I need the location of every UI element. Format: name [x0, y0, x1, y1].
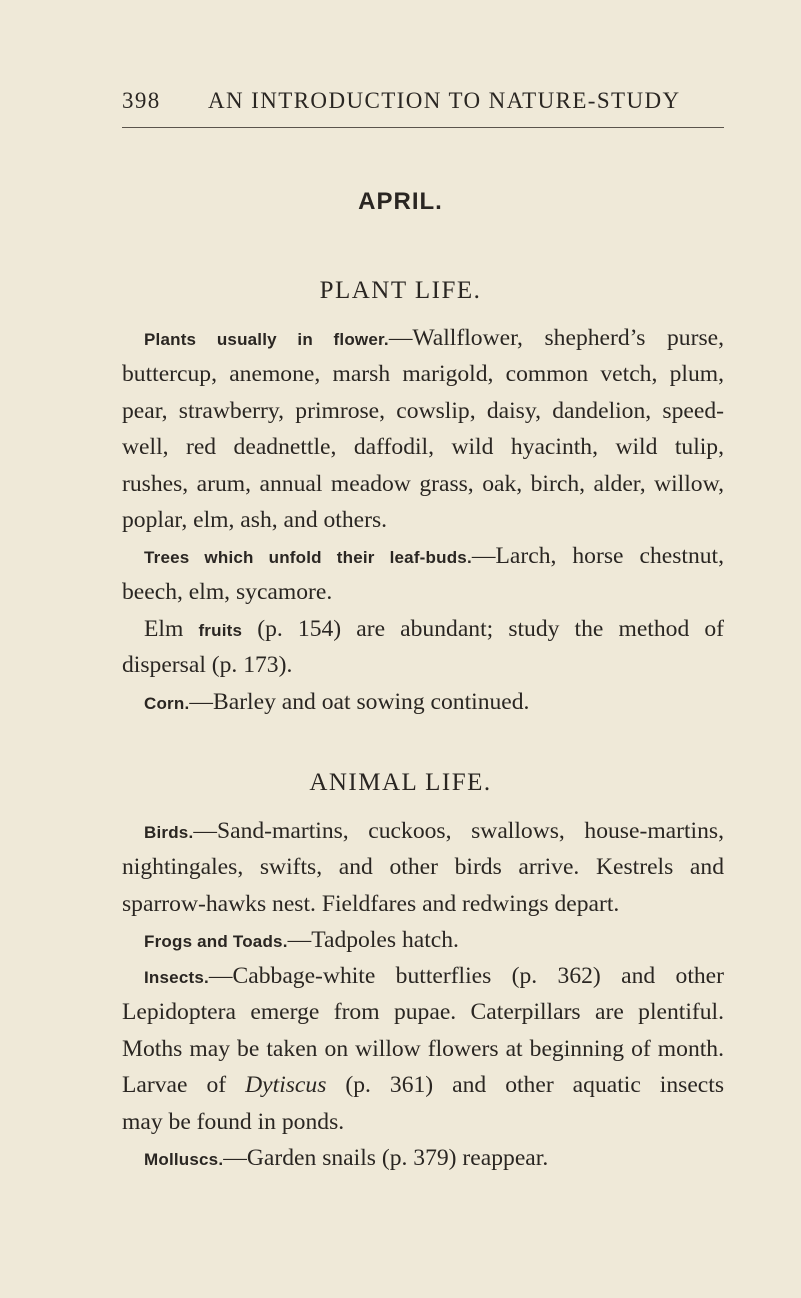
text-line: dispersal (p. 173).	[122, 652, 293, 679]
paragraph-lead: Birds.	[144, 823, 194, 842]
month-title: APRIL.	[358, 188, 443, 215]
text-line: may be found in ponds.	[122, 1108, 345, 1135]
paragraph-lead: Frogs and Toads.	[144, 932, 288, 951]
plants-in-flower-paragraph	[122, 320, 724, 538]
page-number: 398	[122, 88, 161, 113]
text-span: —Larch, horse chestnut,	[471, 543, 724, 569]
text-span: Elm	[144, 616, 199, 642]
text-span: —Sand-martins, cuckoos, swallows, house-martins,	[193, 818, 724, 844]
text-line: Moths may be taken on willow flowers at beginning of month.	[122, 1035, 724, 1062]
text-span: Larvae of	[122, 1072, 246, 1099]
paragraph-lead: Plants usually in flower.	[144, 330, 389, 349]
running-header	[122, 88, 722, 114]
text-line: nightingales, swifts, and other birds arrive. Kestrels and	[122, 854, 724, 881]
genus-name: Dytiscus	[245, 1072, 327, 1099]
text-span: —Tadpoles hatch.	[287, 927, 459, 953]
paragraph-lead: Trees which unfold their leaf-buds.	[144, 548, 472, 567]
insects-paragraph	[122, 958, 724, 1140]
text-line: sparrow-hawks nest. Fieldfares and redwings depart.	[122, 890, 620, 917]
text-span: —Cabbage-white butterflies (p. 362) and other	[208, 963, 724, 989]
running-title: AN INTRODUCTION TO NATURE-STUDY	[208, 88, 681, 113]
text-line	[122, 958, 724, 994]
text-span: —Wallflower, shepherd’s purse,	[388, 325, 724, 351]
birds-paragraph	[122, 813, 724, 922]
text-line: buttercup, anemone, marsh marigold, common vetch, plum,	[122, 361, 724, 388]
text-line	[122, 1140, 724, 1176]
text-line	[122, 320, 724, 356]
trees-paragraph	[122, 538, 724, 611]
text-line: beech, elm, sycamore.	[122, 579, 333, 606]
paragraph-lead: Molluscs.	[144, 1150, 224, 1169]
corn-paragraph	[122, 684, 724, 720]
elm-fruits-paragraph	[122, 611, 724, 684]
text-line: rushes, arum, annual meadow grass, oak, birch, alder, willow,	[122, 470, 724, 497]
text-line	[122, 684, 724, 720]
text-line: pear, strawberry, primrose, cowslip, daisy, dandelion, speed-	[122, 397, 724, 424]
text-line	[122, 611, 724, 647]
text-line	[122, 922, 724, 958]
text-line: poplar, elm, ash, and others.	[122, 506, 388, 533]
text-line	[122, 538, 724, 574]
frogs-paragraph	[122, 922, 724, 958]
text-span: (p. 154) are abundant; study the method of	[242, 616, 725, 642]
header-rule	[122, 127, 724, 128]
plant-life-heading: PLANT LIFE.	[319, 277, 482, 304]
text-span: (p. 361) and other aquatic insects	[326, 1072, 724, 1099]
text-line: well, red deadnettle, daffodil, wild hyacinth, wild tulip,	[122, 434, 724, 461]
text-span: —Barley and oat sowing continued.	[189, 689, 530, 715]
paragraph-lead: Corn.	[144, 694, 190, 713]
text-line	[122, 1067, 724, 1103]
text-line: Lepidoptera emerge from pupae. Caterpillars are plentiful.	[122, 999, 724, 1026]
paragraph-lead: Insects.	[144, 968, 209, 987]
paragraph-lead: fruits	[198, 621, 243, 640]
text-span: —Garden snails (p. 379) reappear.	[223, 1145, 549, 1171]
molluscs-paragraph	[122, 1140, 724, 1176]
text-line	[122, 813, 724, 849]
animal-life-heading: ANIMAL LIFE.	[309, 769, 492, 796]
